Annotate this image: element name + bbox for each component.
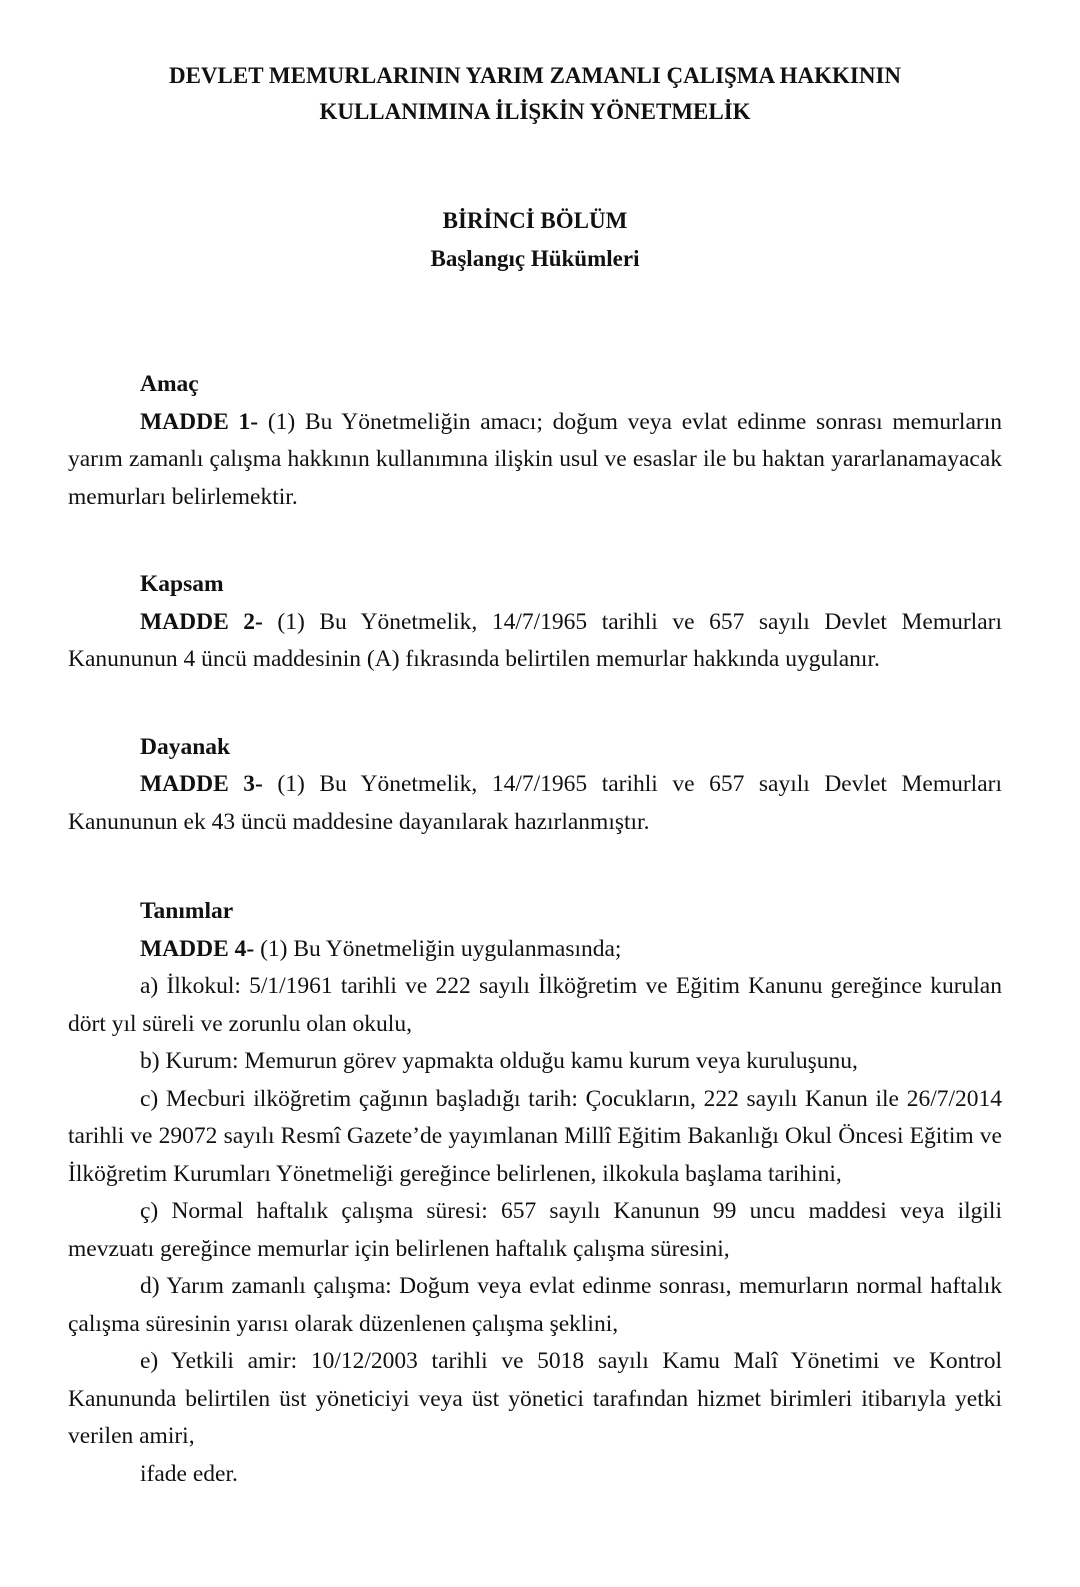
- part-subtitle: Başlangıç Hükümleri: [430, 246, 640, 271]
- article-4-number: MADDE 4-: [140, 935, 255, 962]
- article-4-heading: Tanımlar: [140, 898, 234, 924]
- article-1-body: [68, 404, 1002, 517]
- article-3-heading: Dayanak: [140, 733, 231, 760]
- document-title: [68, 58, 1002, 130]
- article-1-heading: Amaç: [140, 371, 199, 397]
- article-3-body: [68, 766, 1002, 841]
- part-name: BİRİNCİ BÖLÜM: [442, 208, 628, 233]
- definition-closing: ifade eder.: [140, 1460, 238, 1487]
- article-4: [68, 893, 1002, 1493]
- part-header: [68, 202, 1002, 278]
- article-3-text: (1) Bu Yönetmelik, 14/7/1965 tarihli ve 657 sayılı Devlet Memurları Kanununun ek 43 üncü maddesine dayanılarak hazırlanmıştır.: [68, 771, 1003, 835]
- article-3: [68, 729, 1002, 842]
- article-2-text: (1) Bu Yönetmelik, 14/7/1965 tarihli ve 657 sayılı Devlet Memurları Kanununun 4 üncü maddesinin (A) fıkrasında belirtilen memurlar hakkında uygulanır.: [68, 608, 1003, 672]
- document-title-line-2: KULLANIMINA İLİŞKİN YÖNETMELİK: [319, 99, 751, 124]
- article-1-number: MADDE 1-: [140, 408, 259, 435]
- article-2: [68, 566, 1002, 679]
- definition-item-b: b) Kurum: Memurun görev yapmakta olduğu kamu kurum veya kuruluşunu,: [140, 1048, 858, 1074]
- article-2-number: MADDE 2-: [140, 608, 263, 635]
- article-4-text: (1) Bu Yönetmeliğin uygulanmasında;: [254, 935, 622, 962]
- article-4-body: [68, 931, 1002, 969]
- article-1-text: (1) Bu Yönetmeliğin amacı; doğum veya evlat edinme sonrası memurların yarım zamanlı çalışma hakkının kullanımına ilişkin usul ve esaslar ile bu haktan yararlanamayacak memurları belirlemektir.: [68, 408, 1002, 510]
- definition-item-c-cedilla: ç) Normal haftalık çalışma süresi: 657 sayılı Kanunun 99 uncu maddesi veya ilgili mevzuatı gereğince memurlar için belirlenen haftalık çalışma süresini,: [68, 1198, 1002, 1262]
- definition-item-c: c) Mecburi ilköğretim çağının başladığı tarih: Çocukların, 222 sayılı Kanun ile 26/7/2014 tarihli ve 29072 sayılı Resmî Gazete’de yayımlanan Millî Eğitim Bakanlığı Okul Öncesi Eğitim ve İlköğretim Kurumları Yönetmeliği gereğince belirlenen, ilkokula başlama tarihini,: [68, 1085, 1002, 1187]
- document-title-line-1: DEVLET MEMURLARININ YARIM ZAMANLI ÇALIŞMA HAKKININ: [168, 63, 902, 88]
- article-1: [68, 366, 1002, 516]
- article-3-number: MADDE 3-: [140, 771, 263, 797]
- article-2-heading: Kapsam: [140, 571, 224, 597]
- definition-item-d: d) Yarım zamanlı çalışma: Doğum veya evlat edinme sonrası, memurların normal haftalık çalışma süresinin yarısı olarak düzenlenen çalışma şeklini,: [68, 1273, 1002, 1337]
- article-2-body: [68, 604, 1002, 679]
- definition-item-e: e) Yetkili amir: 10/12/2003 tarihli ve 5018 sayılı Kamu Malî Yönetimi ve Kontrol Kanununda belirtilen üst yöneticiyi veya üst yönetici tarafından hizmet birimleri itibarıyla yetki verilen amiri,: [68, 1348, 1002, 1449]
- definition-item-a: a) İlkokul: 5/1/1961 tarihli ve 222 sayılı İlköğretim ve Eğitim Kanunu gereğince kurulan dört yıl süreli ve zorunlu olan okulu,: [68, 973, 1002, 1037]
